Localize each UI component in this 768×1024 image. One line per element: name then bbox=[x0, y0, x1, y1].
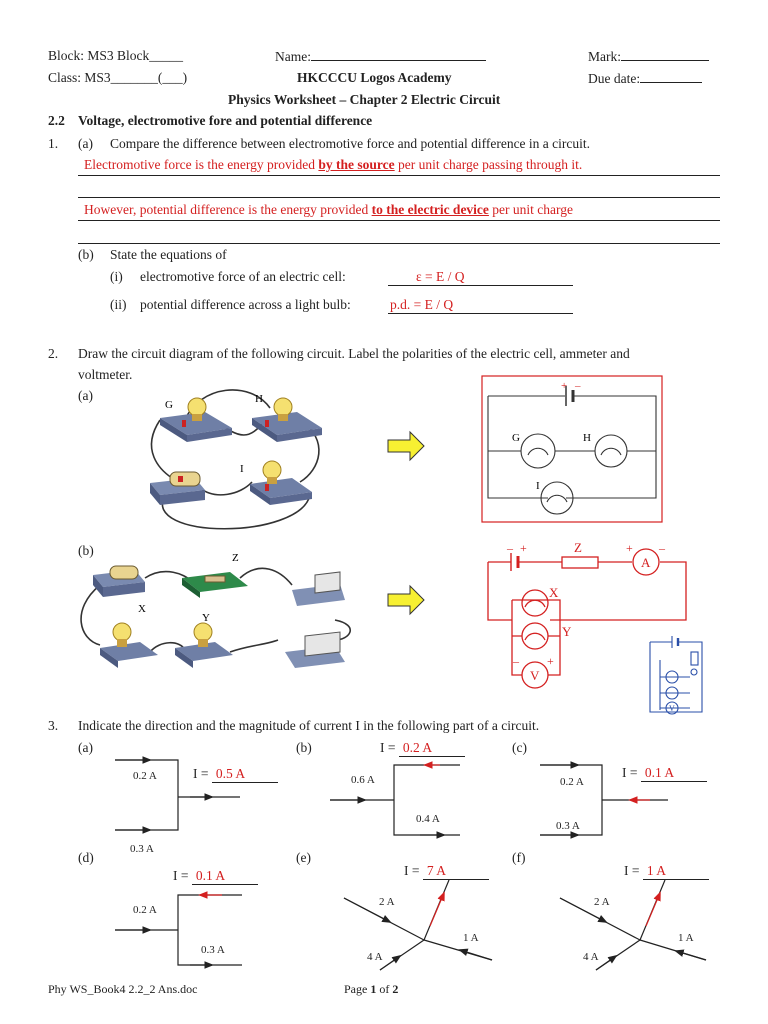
q1b-i-label: (i) bbox=[110, 269, 123, 284]
q3e-given-2: 1 A bbox=[463, 932, 479, 944]
bulb-label-i: I bbox=[240, 463, 244, 475]
i-label: I = bbox=[622, 765, 638, 780]
name-label: Name: bbox=[275, 49, 311, 64]
q1b-i-text: electromotive force of an electric cell: bbox=[140, 269, 346, 284]
cell-plus: + bbox=[520, 541, 527, 555]
class-field: Class: MS3_______(___) bbox=[48, 70, 188, 85]
q3a-answer: 0.5 A bbox=[212, 766, 278, 783]
q3e-given-1: 2 A bbox=[379, 896, 395, 908]
page-prefix: Page bbox=[344, 982, 371, 996]
diagram-label-z: Z bbox=[574, 540, 582, 555]
q2-question-line2: voltmeter. bbox=[78, 367, 133, 382]
block-field: Block: MS3 Block_____ bbox=[48, 48, 184, 63]
i-label: I = bbox=[193, 766, 209, 781]
i-label: I = bbox=[624, 863, 640, 878]
page-of: of bbox=[376, 982, 393, 996]
q3f-given-1: 2 A bbox=[594, 896, 610, 908]
q1b-label: (b) bbox=[78, 247, 94, 262]
q3c-given-1: 0.2 A bbox=[560, 776, 584, 788]
q1b-ii-answer: p.d. = E / Q bbox=[388, 297, 573, 314]
q1a-question: Compare the difference between electromotive force and potential difference in a circuit. bbox=[110, 136, 591, 151]
i-label: I = bbox=[173, 868, 189, 883]
due-date-label: Due date: bbox=[588, 71, 641, 86]
q3d-given-1: 0.2 A bbox=[133, 904, 157, 916]
q3b-label: (b) bbox=[296, 740, 312, 755]
q3e-answer: 7 A bbox=[423, 863, 489, 880]
cell-minus: – bbox=[575, 380, 581, 392]
q3e-given-3: 4 A bbox=[367, 951, 383, 963]
ammeter-symbol: A bbox=[641, 555, 651, 570]
page-total: 2 bbox=[392, 982, 399, 996]
diagram-label-i: I bbox=[536, 480, 540, 492]
q3c-given-2: 0.3 A bbox=[556, 820, 580, 832]
school-name: HKCCCU Logos Academy bbox=[297, 70, 452, 85]
diagram-label-x: X bbox=[549, 585, 559, 600]
q3a-given-2: 0.3 A bbox=[130, 843, 154, 855]
voltmeter-plus: + bbox=[547, 654, 554, 668]
answer-emphasis: by the source bbox=[318, 157, 395, 172]
ammeter-plus: + bbox=[626, 541, 633, 555]
i-label: I = bbox=[404, 863, 420, 878]
answer-text: per unit charge passing through it. bbox=[394, 157, 583, 172]
q1-number: 1. bbox=[48, 136, 59, 151]
q3d-given-2: 0.3 A bbox=[201, 944, 225, 956]
q3b-given-2: 0.4 A bbox=[416, 813, 440, 825]
q1b-question: State the equations of bbox=[110, 247, 227, 262]
voltmeter-minus: – bbox=[513, 654, 519, 668]
q3f-given-3: 4 A bbox=[583, 951, 599, 963]
cell-plus: + bbox=[561, 380, 568, 392]
q3-number: 3. bbox=[48, 718, 59, 733]
q3a-label: (a) bbox=[78, 740, 93, 755]
q3b-given-1: 0.6 A bbox=[351, 774, 375, 786]
q3f-answer: 1 A bbox=[643, 863, 709, 880]
q2-number: 2. bbox=[48, 346, 59, 361]
q3d-label: (d) bbox=[78, 850, 94, 865]
diagram-label-h: H bbox=[583, 432, 591, 444]
section-title: Voltage, electromotive fore and potential difference bbox=[78, 113, 373, 128]
q2-question-line1: Draw the circuit diagram of the following circuit. Label the polarities of the electric cell, ammeter and bbox=[78, 346, 630, 361]
q3c-answer: 0.1 A bbox=[641, 765, 707, 782]
worksheet-title: Physics Worksheet – Chapter 2 Electric Circuit bbox=[228, 92, 501, 107]
i-label: I = bbox=[380, 740, 396, 755]
part-label-x: X bbox=[138, 603, 146, 615]
q3e-label: (e) bbox=[296, 850, 311, 865]
part-label-z: Z bbox=[232, 552, 239, 564]
q3c-label: (c) bbox=[512, 740, 527, 755]
bulb-label-h: H bbox=[255, 393, 263, 405]
cell-minus: – bbox=[507, 541, 513, 555]
footer-filename: Phy WS_Book4 2.2_2 Ans.doc bbox=[48, 982, 198, 996]
ammeter-minus: – bbox=[659, 541, 665, 555]
page-number: 1 bbox=[370, 982, 377, 996]
bulb-label-g: G bbox=[165, 399, 173, 411]
part-label-y: Y bbox=[202, 612, 210, 624]
diagram-label-y: Y bbox=[562, 624, 572, 639]
mark-label: Mark: bbox=[588, 49, 621, 64]
q3b-answer: 0.2 A bbox=[399, 740, 465, 757]
answer-text: However, potential difference is the energy provided bbox=[84, 202, 372, 217]
q1b-ii-label: (ii) bbox=[110, 297, 127, 312]
answer-emphasis: to the electric device bbox=[371, 202, 489, 217]
q3d-answer: 0.1 A bbox=[192, 868, 258, 885]
footer-page bbox=[344, 982, 398, 997]
reference-voltmeter: V bbox=[669, 704, 675, 713]
diagram-label-g: G bbox=[512, 432, 520, 444]
q3a-given-1: 0.2 A bbox=[133, 770, 157, 782]
q1b-ii-text: potential difference across a light bulb: bbox=[140, 297, 351, 312]
q2b-label: (b) bbox=[78, 543, 94, 558]
answer-text: Electromotive force is the energy provided bbox=[84, 157, 319, 172]
q1b-i-answer: ε = E / Q bbox=[388, 269, 573, 286]
q2a-label: (a) bbox=[78, 388, 93, 403]
q3f-label: (f) bbox=[512, 850, 526, 865]
q1a-label: (a) bbox=[78, 136, 93, 151]
q3f-given-2: 1 A bbox=[678, 932, 694, 944]
section-number: 2.2 bbox=[48, 113, 65, 128]
voltmeter-symbol: V bbox=[530, 668, 540, 683]
answer-text: per unit charge bbox=[488, 202, 574, 217]
q3-question: Indicate the direction and the magnitude of current I in the following part of a circuit. bbox=[78, 718, 540, 733]
